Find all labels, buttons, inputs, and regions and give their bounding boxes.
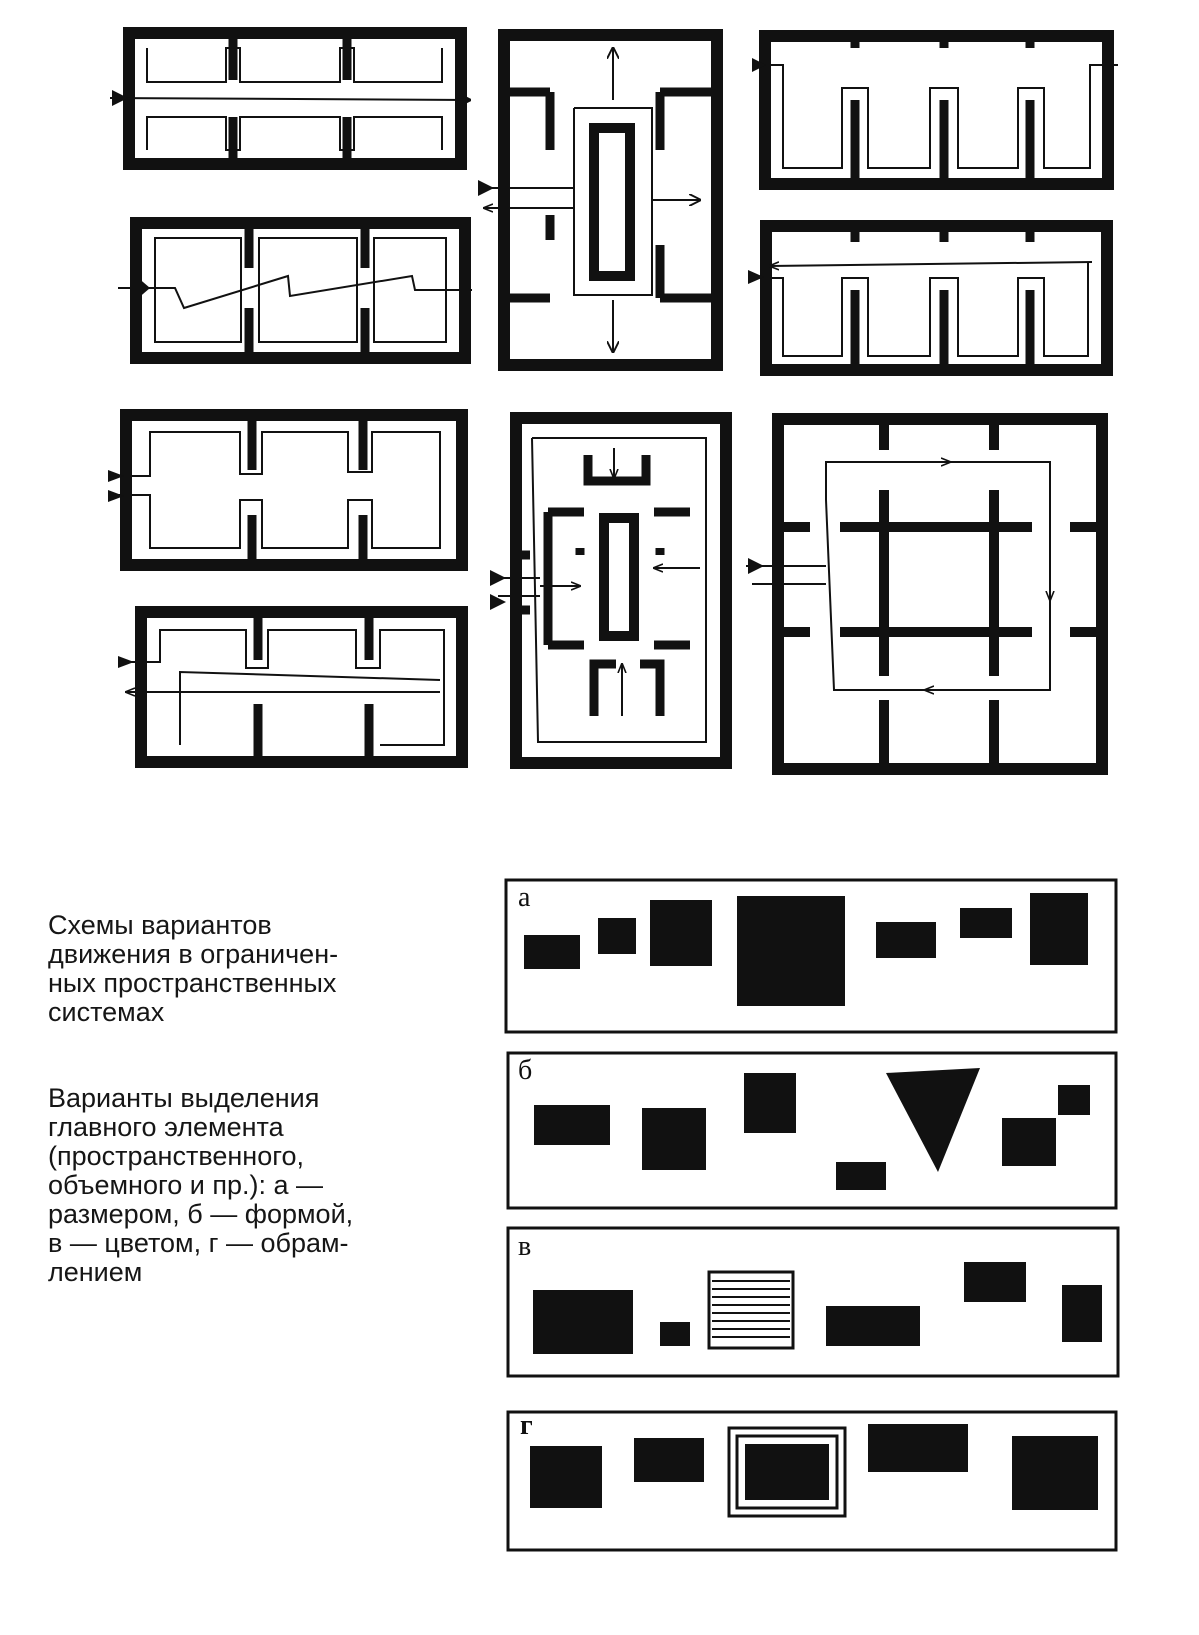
caption-line: движения в ограничен- bbox=[48, 939, 339, 969]
plan-symmetric-halls bbox=[490, 418, 726, 763]
caption-line: размером, б — формой, bbox=[48, 1199, 354, 1229]
plan-comb-corridor-1 bbox=[752, 36, 1118, 184]
plan-central-hall bbox=[478, 35, 717, 365]
plan-two-suites bbox=[108, 415, 462, 565]
plan-comb-corridor-2 bbox=[748, 226, 1107, 370]
plan-enfilade-straight bbox=[110, 33, 470, 164]
panel-g-framing bbox=[508, 1412, 1116, 1550]
main-element-triangle bbox=[886, 1068, 980, 1172]
caption-line: объемного и пр.): а — bbox=[48, 1170, 323, 1200]
panel-b-form bbox=[508, 1053, 1116, 1208]
caption-line: ных пространственных bbox=[48, 968, 337, 998]
caption-line: главного элемента bbox=[48, 1112, 284, 1142]
caption-line: системах bbox=[48, 997, 165, 1027]
main-element-large bbox=[737, 896, 845, 1006]
caption-main-element-variants bbox=[48, 1084, 468, 1287]
main-element-hatched bbox=[709, 1272, 793, 1348]
caption-line: лением bbox=[48, 1257, 143, 1287]
panel-a-size bbox=[506, 880, 1116, 1032]
panel-label-v: в bbox=[518, 1231, 532, 1262]
caption-line: (пространственного, bbox=[48, 1141, 304, 1171]
caption-line: Схемы вариантов bbox=[48, 910, 272, 940]
panel-label-g: г bbox=[520, 1410, 533, 1441]
caption-movement-schemes bbox=[48, 911, 468, 1027]
plan-enfilade-oblique bbox=[118, 223, 472, 358]
plan-suite-return bbox=[118, 612, 462, 762]
caption-line: Варианты выделения bbox=[48, 1083, 320, 1113]
panel-label-b: б bbox=[518, 1055, 533, 1086]
panel-v-color bbox=[508, 1228, 1118, 1376]
caption-line: в — цветом, г — обрам- bbox=[48, 1228, 349, 1258]
plan-atrium-loop bbox=[746, 419, 1102, 769]
panel-label-a: а bbox=[518, 882, 531, 913]
main-element-framed bbox=[729, 1428, 845, 1516]
